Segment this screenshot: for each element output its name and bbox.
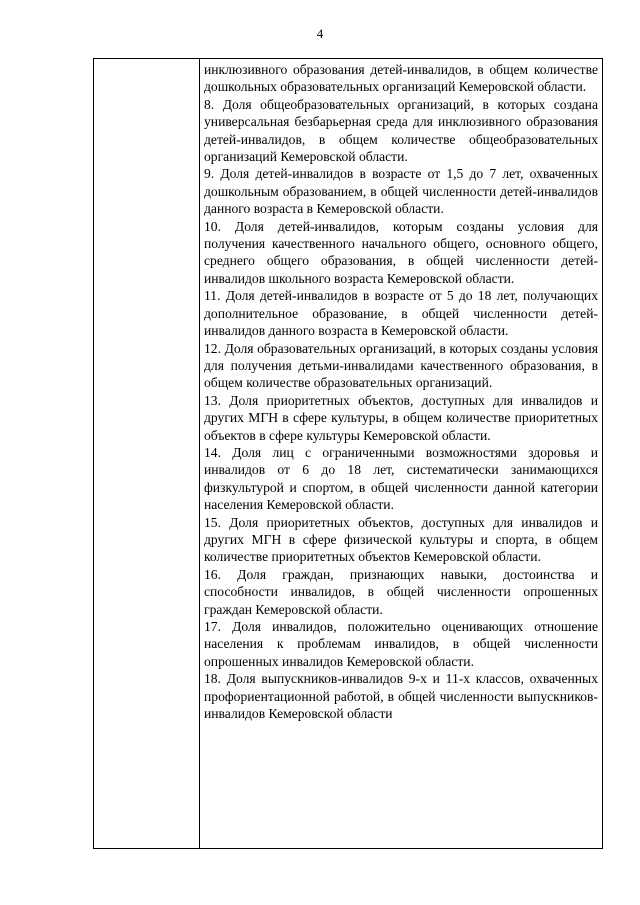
indicator-paragraph: 16. Доля граждан, признающих навыки, достоинства и способности инвалидов, в общей численности опрошенных граждан Кемеровской области. <box>204 566 598 617</box>
indicator-paragraph: инклюзивного образования детей-инвалидов, в общем количестве дошкольных образовательных организаций Кемеровской области. <box>204 62 598 95</box>
page-number: 4 <box>316 26 324 41</box>
indicator-paragraph: 17. Доля инвалидов, положительно оценивающих отношение населения к проблемам инвалидов, в общей численности опрошенных инвалидов Кемеровской области. <box>204 619 598 669</box>
indicator-paragraph: 14. Доля лиц с ограниченными возможностями здоровья и инвалидов от 6 до 18 лет, систематически занимающихся физкультурой и спортом, в общей численности данной категории населения Кемеровской области. <box>204 444 598 513</box>
indicator-paragraph: 18. Доля выпускников-инвалидов 9-х и 11-х классов, охваченных профориентационной работой, в общей численности выпускников-инвалидов Кемеровской области <box>204 671 598 722</box>
indicators-table <box>93 58 603 849</box>
indicator-paragraph: 9. Доля детей-инвалидов в возрасте от 1,5 до 7 лет, охваченных дошкольным образованием, в общей численности детей-инвалидов данного возраста в Кемеровской области. <box>204 166 598 217</box>
table-right-cell <box>200 61 602 848</box>
indicator-paragraph: 10. Доля детей-инвалидов, которым созданы условия для получения качественного начального общего, основного общего, среднего общего образования, в общей численности детей-инвалидов школьного возраста Кемеровской области. <box>204 218 598 286</box>
indicator-paragraph: 15. Доля приоритетных объектов, доступных для инвалидов и других МГН в сфере физической культуры и спорта, в общем количестве приоритетных объектов Кемеровской области. <box>204 514 598 565</box>
indicator-paragraph: 11. Доля детей-инвалидов в возрасте от 5 до 18 лет, получающих дополнительное образование, в общей численности детей-инвалидов данного возраста в Кемеровской области. <box>204 288 598 339</box>
table-left-cell <box>94 59 200 848</box>
indicator-paragraph: 8. Доля общеобразовательных организаций, в которых создана универсальная безбарьерная среда для инклюзивного образования детей-инвалидов, в общем количестве общеобразовательных организаций Кемеровской области. <box>204 96 598 165</box>
indicator-paragraph: 12. Доля образовательных организаций, в которых созданы условия для получения детьми-инвалидами качественного образования, в общем количестве образовательных организаций. <box>204 340 598 391</box>
indicator-paragraph: 13. Доля приоритетных объектов, доступных для инвалидов и других МГН в сфере культуры, в общем количестве приоритетных объектов в сфере культуры Кемеровской области. <box>204 392 598 443</box>
